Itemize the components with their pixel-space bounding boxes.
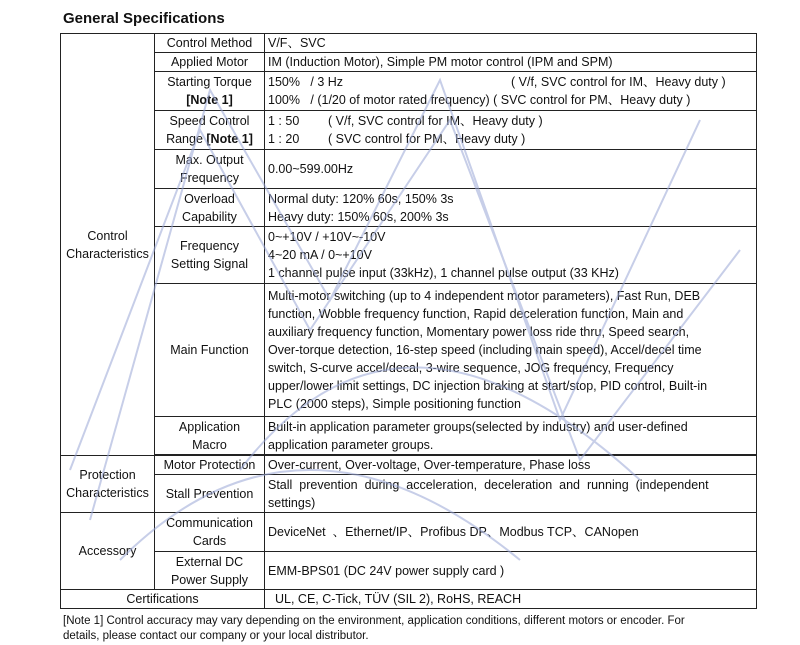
label-overload-capability [155, 189, 265, 227]
value-line: function, Wobble frequency function, Rapid deceleration function, Main and [268, 307, 684, 321]
category-label: Characteristics [66, 486, 149, 500]
label-stall-prevention: Stall Prevention [155, 475, 265, 513]
value-overload-capability [265, 189, 757, 227]
note-ref: [Note 1] [206, 132, 253, 146]
category-control [61, 34, 155, 456]
row-motor-protection [61, 456, 757, 475]
category-label: Characteristics [66, 246, 149, 261]
footnote-line: [Note 1] Control accuracy may vary depending on the environment, application conditions, different motors or encoder. For [63, 615, 685, 627]
label-line: Cards [192, 534, 227, 548]
value-part: 1 : 50 [268, 114, 300, 128]
value-speed-control-range [265, 111, 757, 150]
label-line: Power Supply [170, 572, 249, 587]
row-applied-motor [61, 53, 757, 72]
label-line: External DC [175, 554, 244, 569]
label-line: Starting Torque [167, 75, 252, 89]
value-part: ( V/f, SVC control for IM、Heavy duty ) [511, 75, 726, 89]
footnote [63, 614, 763, 644]
value-line: application parameter groups. [268, 437, 434, 452]
value-line: 1 channel pulse input (33kHz), 1 channel pulse output (33 KHz) [268, 266, 619, 280]
value-applied-motor: IM (Induction Motor), Simple PM motor control (IPM and SPM) [265, 53, 757, 72]
value-line: settings) [268, 495, 316, 510]
value-part: 1 : 20 [268, 132, 300, 146]
row-main-function [61, 284, 757, 417]
category-protection [61, 456, 155, 513]
value-certifications: UL, CE, C-Tick, TÜV (SIL 2), RoHS, REACH [265, 590, 757, 609]
value-motor-protection: Over-current, Over-voltage, Over-temperature, Phase loss [265, 456, 757, 475]
value-external-dc-power-supply: EMM-BPS01 (DC 24V power supply card ) [265, 552, 757, 590]
label-speed-control-range [155, 111, 265, 150]
row-communication-cards [61, 513, 757, 552]
row-control-method [61, 34, 757, 53]
row-speed-control-range [61, 111, 757, 150]
value-line: Multi-motor switching (up to 4 independent motor parameters), Fast Run, DEB [268, 289, 701, 303]
note-ref: [Note 1] [186, 93, 233, 107]
label-line: Speed Control [169, 114, 250, 128]
label-line [158, 130, 261, 148]
value-part: 150% / 3 Hz [268, 75, 344, 89]
category-label: Protection [79, 468, 136, 482]
value-part: ( V/f, SVC control for IM、Heavy duty ) [328, 114, 543, 128]
row-overload-capability [61, 189, 757, 227]
category-label: Control [87, 228, 128, 243]
label-line: Application [178, 419, 241, 434]
footnote-line: details, please contact our company or your local distributor. [63, 630, 369, 642]
row-starting-torque [61, 72, 757, 111]
label-line: Capability [182, 209, 237, 224]
label-line: Macro [192, 437, 227, 452]
label-application-macro [155, 417, 265, 455]
row-max-output-frequency [61, 150, 757, 189]
value-line: upper/lower limit settings, DC injection braking at start/stop, PID control, Built-in [268, 379, 708, 393]
label-max-output-frequency [155, 150, 265, 189]
row-stall-prevention [61, 475, 757, 513]
value-line: auxiliary frequency function, Momentary power loss ride thru, Speed search, [268, 325, 690, 339]
label-part: Range [166, 132, 207, 146]
value-communication-cards: DeviceNet 、Ethernet/IP、Profibus DP、Modbus TCP、CANopen [265, 513, 757, 552]
spec-table [60, 33, 757, 609]
value-line: 0~+10V / +10V~-10V [268, 230, 386, 244]
label-communication-cards [155, 513, 265, 552]
row-frequency-setting-signal [61, 227, 757, 284]
value-part: ( SVC control for PM、Heavy duty ) [328, 132, 526, 146]
label-line: Max. Output [175, 153, 244, 167]
row-application-macro [61, 417, 757, 455]
value-line: Built-in application parameter groups(selected by industry) and user-defined [268, 419, 688, 434]
page-title: General Specifications [63, 10, 225, 27]
row-certifications [61, 590, 757, 609]
value-starting-torque [265, 72, 757, 111]
value-line [268, 73, 753, 91]
value-line: Stall prevention during acceleration, deceleration and running (independent [268, 477, 709, 492]
label-frequency-setting-signal [155, 227, 265, 284]
value-line [268, 130, 753, 148]
value-line: Heavy duty: 150% 60s, 200% 3s [268, 209, 449, 224]
value-main-function [265, 284, 757, 417]
value-frequency-setting-signal [265, 227, 757, 284]
value-line [268, 112, 753, 130]
label-line: Setting Signal [170, 257, 249, 271]
label-applied-motor: Applied Motor [155, 53, 265, 72]
label-external-dc-power-supply [155, 552, 265, 590]
label-main-function: Main Function [155, 284, 265, 417]
label-starting-torque [155, 72, 265, 111]
category-accessory: Accessory [61, 513, 155, 590]
label-line: Communication [166, 516, 253, 530]
value-line: PLC (2000 steps), Simple positioning function [268, 397, 521, 411]
label-control-method: Control Method [155, 34, 265, 53]
label-line: Frequency [179, 171, 240, 185]
label-line: Overload [184, 191, 235, 206]
value-max-output-frequency: 0.00~599.00Hz [265, 150, 757, 189]
value-line: 4~20 mA / 0~+10V [268, 248, 372, 262]
value-application-macro [265, 417, 757, 455]
value-line: switch, S-curve accel/decal, 3-wire sequence, JOG frequency, Frequency [268, 361, 674, 375]
value-line: Normal duty: 120% 60s, 150% 3s [268, 191, 454, 206]
value-control-method: V/F、SVC [265, 34, 757, 53]
label-motor-protection: Motor Protection [155, 456, 265, 475]
value-line: 100% / (1/20 of motor rated frequency) ( SVC control for PM、Heavy duty ) [268, 93, 691, 107]
label-certifications: Certifications [61, 590, 265, 609]
row-external-dc-power-supply [61, 552, 757, 590]
value-line: Over-torque detection, 16-step speed (including main speed), Accel/decel time [268, 343, 702, 357]
label-line: Frequency [179, 239, 240, 253]
value-stall-prevention [265, 475, 757, 513]
